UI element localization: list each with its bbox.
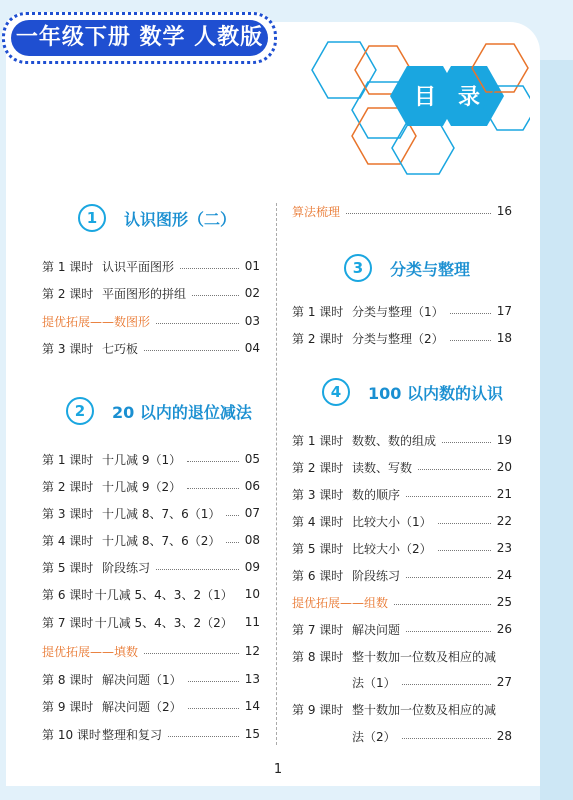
leader-dots [406,577,491,578]
page-number: 18 [496,331,512,345]
leader-dots [406,496,491,497]
lesson-title: 提优拓展——数图形 [42,314,151,329]
page-number: 24 [496,568,512,582]
page-number: 03 [244,314,260,328]
lesson-title: 整理和复习 [102,727,163,742]
page-number: 16 [496,204,512,218]
toc-entry-extension[interactable] [42,313,260,329]
lesson-number: 第 5 课时 [292,541,344,556]
page-number: 27 [496,675,512,689]
page-number: 19 [496,433,512,447]
lesson-title: 比较大小（2） [352,541,432,556]
toc-title-char-1: 目 [413,85,437,110]
section-title-text: 100 以内数的认识 [368,383,503,403]
leader-dots [450,340,491,341]
toc-entry[interactable] [42,698,260,714]
page-number: 17 [496,304,512,318]
lesson-title: 比较大小（1） [352,514,432,529]
page-number: 25 [496,595,512,609]
leader-dots [438,550,491,551]
page-number: 05 [244,452,260,466]
page-number: 11 [244,615,260,629]
lesson-number: 第 2 课时 [292,331,344,346]
leader-dots [406,631,491,632]
lesson-title: 读数、写数 [352,460,413,475]
leader-dots [187,488,239,489]
lesson-title: 解决问题（1） [102,672,182,687]
lesson-title: 解决问题（2） [102,699,182,714]
leader-dots [156,323,239,324]
page-edge [540,60,573,800]
toc-entry[interactable] [292,486,512,502]
toc-entry[interactable] [292,567,512,583]
column-divider [276,203,277,745]
toc-entry[interactable] [42,505,260,521]
lesson-number: 第 6 课时 [42,587,94,602]
section-title-text: 分类与整理 [390,259,471,279]
lesson-number: 第 4 课时 [292,514,344,529]
page-number: 01 [244,259,260,273]
page-number: 07 [244,506,260,520]
lesson-number: 第 9 课时 [292,702,344,717]
toc-entry[interactable] [42,614,260,630]
toc-entry-extension[interactable] [292,594,512,610]
leader-dots [156,569,239,570]
page-number: 02 [244,286,260,300]
page-number: 08 [244,533,260,547]
toc-entry[interactable] [292,330,512,346]
lesson-title: 分类与整理（2） [352,331,444,346]
section-1-title [78,204,236,232]
lesson-title: 阶段练习 [352,568,401,583]
lesson-title: 提优拓展——组数 [292,595,389,610]
page-number: 13 [244,672,260,686]
lesson-number: 第 2 课时 [42,479,94,494]
toc-entry[interactable] [42,451,260,467]
leader-dots [450,313,491,314]
leader-dots [226,542,238,543]
lesson-title: 提优拓展——填数 [42,644,139,659]
section-number-circle: 2 [66,397,94,425]
toc-entry-extension[interactable] [42,643,260,659]
toc-title-hexagons [300,40,530,175]
page-number: 12 [244,644,260,658]
lesson-number: 第 8 课时 [292,649,344,664]
lesson-number: 第 1 课时 [42,452,94,467]
page-number: 09 [244,560,260,574]
section-number-circle: 3 [344,254,372,282]
leader-dots [226,515,238,516]
lesson-number: 第 3 课时 [42,341,94,356]
toc-entry[interactable] [42,285,260,301]
section-title-text: 20 以内的退位减法 [112,402,252,422]
section-number-circle: 4 [322,378,350,406]
section-3-title [344,254,470,282]
toc-entry-extension[interactable] [292,203,512,219]
lesson-title: 数的顺序 [352,487,401,502]
toc-entry[interactable] [292,621,512,637]
leader-dots [180,268,239,269]
lesson-title: 十几减 5、4、3、2（2） [94,615,233,630]
page-number: 20 [496,460,512,474]
page-number: 14 [244,699,260,713]
page-number: 06 [244,479,260,493]
section-title-text: 认识图形（二） [124,209,237,229]
grade-subject-badge [2,12,277,64]
lesson-title: 整十数加一位数及相应的减 [352,702,497,717]
page-number: 10 [244,587,260,601]
lesson-title: 认识平面图形 [102,259,175,274]
toc-entry-continuation[interactable] [292,728,512,744]
leader-dots [402,684,491,685]
lesson-number: 第 2 课时 [292,460,344,475]
badge-text: 一年级下册 数学 人教版 [11,20,268,56]
lesson-number: 第 1 课时 [42,259,94,274]
toc-entry[interactable] [42,478,260,494]
lesson-number: 第 4 课时 [42,533,94,548]
lesson-title: 阶段练习 [102,560,151,575]
lesson-number: 第 3 课时 [292,487,344,502]
lesson-number: 第 7 课时 [292,622,344,637]
toc-entry[interactable] [42,258,260,274]
page-number: 28 [496,729,512,743]
toc-entry[interactable] [42,532,260,548]
page-number: 26 [496,622,512,636]
lesson-number: 第 2 课时 [42,286,94,301]
leader-dots [188,681,239,682]
leader-dots [394,604,491,605]
toc-entry[interactable] [292,648,512,664]
lesson-title: 七巧板 [102,341,139,356]
toc-entry-continuation[interactable] [292,674,512,690]
toc-entry[interactable] [42,671,260,687]
toc-entry[interactable] [292,540,512,556]
lesson-number: 第 10 课时 [42,727,101,742]
lesson-title: 十几减 9（2） [102,479,182,494]
leader-dots [144,653,239,654]
leader-dots [192,295,239,296]
page-number: 23 [496,541,512,555]
toc-title-char-2: 录 [457,85,481,110]
lesson-title: 整十数加一位数及相应的减 [352,649,497,664]
toc-entry[interactable] [42,340,260,356]
lesson-title: 分类与整理（1） [352,304,444,319]
lesson-number: 第 7 课时 [42,615,94,630]
lesson-title: 平面图形的拼组 [102,286,187,301]
lesson-number: 第 9 课时 [42,699,94,714]
leader-dots [418,469,491,470]
toc-entry[interactable] [292,432,512,448]
page-number: 22 [496,514,512,528]
toc-entry[interactable] [292,513,512,529]
toc-entry[interactable] [292,459,512,475]
lesson-number: 第 1 课时 [292,304,344,319]
lesson-number: 第 8 课时 [42,672,94,687]
page-number: 15 [244,727,260,741]
leader-dots [442,442,491,443]
lesson-number: 第 3 课时 [42,506,94,521]
leader-dots [144,350,239,351]
lesson-number: 第 5 课时 [42,560,94,575]
leader-dots [168,736,239,737]
lesson-title: 十几减 5、4、3、2（1） [94,587,233,602]
lesson-title: 解决问题 [352,622,401,637]
lesson-title: 算法梳理 [292,204,341,219]
leader-dots [187,461,239,462]
page-number: 04 [244,341,260,355]
lesson-title-continued: 法（2） [352,729,396,744]
toc-entry[interactable] [42,559,260,575]
page-number-footer: 1 [273,762,283,777]
toc-entry[interactable] [42,726,260,742]
toc-entry[interactable] [42,586,260,602]
toc-entry[interactable] [292,303,512,319]
lesson-title: 十几减 8、7、6（1） [102,506,221,521]
page-number: 21 [496,487,512,501]
lesson-title: 十几减 8、7、6（2） [102,533,221,548]
lesson-title: 十几减 9（1） [102,452,182,467]
leader-dots [346,213,491,214]
leader-dots [438,523,491,524]
lesson-title-continued: 法（1） [352,675,396,690]
section-number-circle: 1 [78,204,106,232]
lesson-number: 第 6 课时 [292,568,344,583]
section-4-title [322,378,503,406]
toc-entry[interactable] [292,701,512,717]
leader-dots [188,708,239,709]
hexagon-outline [392,122,454,174]
leader-dots [402,738,491,739]
lesson-title: 数数、数的组成 [352,433,437,448]
lesson-number: 第 1 课时 [292,433,344,448]
section-2-title [66,397,252,425]
